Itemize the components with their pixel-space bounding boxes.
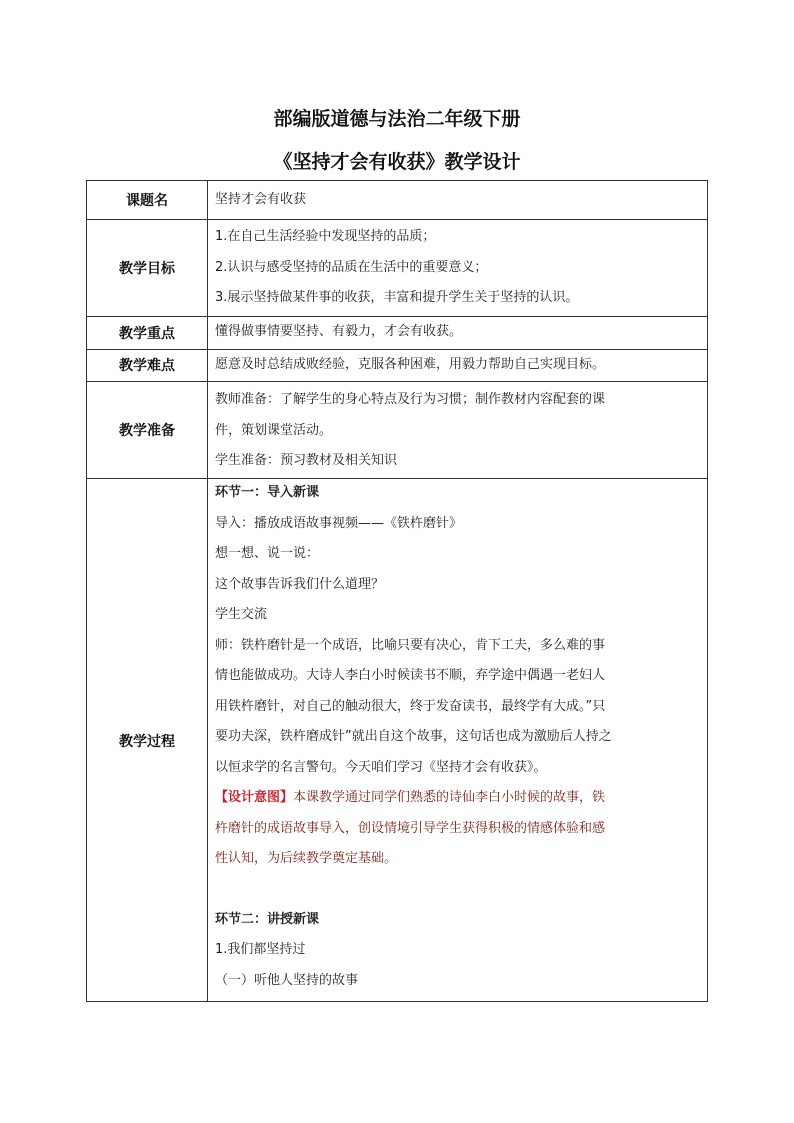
document-title: 部编版道德与法治二年级下册	[273, 108, 521, 130]
teacher-text-line: 用铁杵磨针，对自己的触动很大，终于发奋读书，最终学有大成。”只	[215, 698, 606, 714]
objectives-label: 教学目标	[119, 260, 175, 277]
design-intent-tag: 【设计意图】	[215, 790, 294, 805]
teacher-text-line: 以恒求学的名言警句。今天咱们学习《坚持才会有收获》。	[215, 759, 547, 775]
section-heading: 环节二：讲授新课	[215, 911, 320, 927]
teacher-text-line: 师：铁杵磨针是一个成语，比喻只要有决心，肯下工夫，多么难的事	[215, 637, 606, 653]
objective-item: 3.展示坚持做某件事的收获，丰富和提升学生关于坚持的认识。	[215, 290, 579, 305]
topic-content: 坚持才会有收获	[215, 192, 307, 207]
document-subtitle: 《坚持才会有收获》教学设计	[273, 151, 521, 173]
design-intent: 【设计意图】本课教学通过同学们熟悉的诗仙李白小时候的故事，铁	[215, 790, 606, 805]
teacher-text-line: 情也能做成功。大诗人李白小时候读书不顺，弃学途中偶遇一老妇人	[215, 668, 606, 683]
objective-item: 2.认识与感受坚持的品质在生活中的重要意义；	[215, 259, 488, 275]
key-points-label: 教学重点	[119, 325, 175, 342]
teacher-text-line: 要功夫深，铁杵磨成针”就出自这个故事，这句话也成为激励后人持之	[215, 729, 612, 744]
lesson-plan-table	[86, 180, 708, 1002]
design-intent-line: 杵磨针的成语故事导入，创设情境引导学生获得积极的情感体验和感	[215, 820, 606, 836]
preparation-label: 教学准备	[119, 422, 175, 439]
difficulties-label: 教学难点	[119, 358, 175, 374]
preparation-content: 教师准备：了解学生的身心特点及行为习惯；制作教材内容配套的课 件，策划课堂活动。 学生准备：预习教材及相关知识	[215, 392, 606, 468]
column-divider	[207, 181, 208, 1001]
process-label: 教学过程	[119, 733, 175, 750]
section-heading: 环节一：导入新课	[215, 485, 320, 500]
key-points-content: 懂得做事情要坚持、有毅力，才会有收获。	[215, 324, 463, 339]
topic-label: 课题名	[126, 193, 168, 209]
objectives-content	[215, 222, 703, 314]
process-content: 环节一：导入新课 导入：播放成语故事视频——《铁杵磨针》 想一想、说一说： 这个故事告诉我们什么道理？ 学生交流 师：铁杵磨针是一个成语，比喻只要有决心，肯下工夫，多么难的事 情也能做成功。大诗人李白小时候读书不顺，弃学途中偶遇一老妇人 用铁杵磨针，对自己的触动很大，终于发奋读书，最终学有大成。”只 要功夫深，铁杵磨成针”就出自这个故事，这句话也成为激励后人持之 以恒求学的名言警句。今天咱们学习《坚持才会有收获》。 【设计意图】本课教学通过同学们熟悉的诗仙李白小时候的故事，铁 杵磨针的成语故事导入，创设情境引导学生获得积极的情感体验和感 性认知，为后续教学奠定基础。 环节二：讲授新课 1.我们都坚持过 （一）听他人坚持的故事	[215, 478, 703, 996]
difficulties-content: 愿意及时总结成败经验，克服各种困难，用毅力帮助自己实现目标。	[215, 357, 606, 372]
design-intent-line: 性认知，为后续教学奠定基础。	[215, 851, 398, 866]
objective-item: 1.在自己生活经验中发现坚持的品质；	[215, 229, 436, 244]
